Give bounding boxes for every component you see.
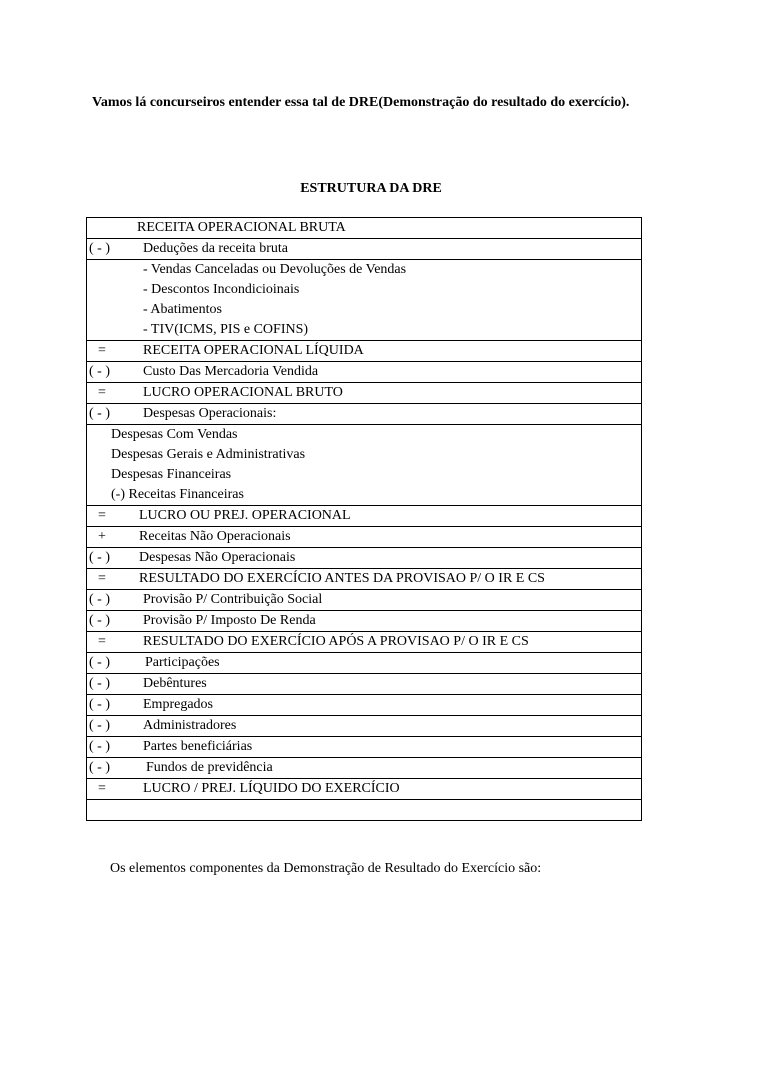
- row-operator: ( - ): [89, 655, 110, 670]
- dre-row: [87, 445, 641, 465]
- row-operator: ( - ): [89, 697, 110, 712]
- section-title: ESTRUTURA DA DRE: [300, 181, 442, 196]
- dre-row: [87, 260, 641, 280]
- dre-row: [87, 485, 641, 506]
- footer-paragraph: Os elementos componentes da Demonstração de Resultado do Exercício são:: [110, 861, 542, 876]
- row-operator: =: [98, 343, 106, 358]
- row-operator: ( - ): [89, 739, 110, 754]
- row-label: RECEITA OPERACIONAL LÍQUIDA: [143, 343, 364, 358]
- row-label: RECEITA OPERACIONAL BRUTA: [137, 220, 346, 235]
- row-label: Deduções da receita bruta: [143, 241, 288, 256]
- dre-row: [87, 218, 641, 239]
- row-operator: =: [98, 385, 106, 400]
- dre-row: [87, 737, 641, 758]
- dre-row: [87, 569, 641, 590]
- row-operator: =: [98, 634, 106, 649]
- row-operator: ( - ): [89, 760, 110, 775]
- row-label: Custo Das Mercadoria Vendida: [143, 364, 319, 379]
- dre-row: [87, 465, 641, 485]
- row-operator: =: [98, 571, 106, 586]
- row-operator: ( - ): [89, 613, 110, 628]
- dre-row: [87, 280, 641, 300]
- dre-row: [87, 653, 641, 674]
- dre-row: [87, 239, 641, 260]
- row-label: - Vendas Canceladas ou Devoluções de Vendas: [143, 262, 407, 277]
- row-label: Despesas Financeiras: [111, 467, 232, 482]
- row-label: LUCRO / PREJ. LÍQUIDO DO EXERCÍCIO: [143, 781, 400, 796]
- row-label: Despesas Gerais e Administrativas: [111, 447, 306, 462]
- dre-row: [87, 611, 641, 632]
- dre-row: [87, 779, 641, 800]
- row-operator: ( - ): [89, 718, 110, 733]
- row-label: LUCRO OU PREJ. OPERACIONAL: [139, 508, 351, 523]
- row-label: Despesas Não Operacionais: [139, 550, 296, 565]
- row-operator: ( - ): [89, 550, 110, 565]
- dre-row: [87, 632, 641, 653]
- dre-row: [87, 716, 641, 737]
- row-operator: =: [98, 508, 106, 523]
- row-operator: ( - ): [89, 364, 110, 379]
- dre-row: [87, 758, 641, 779]
- dre-table: [86, 217, 642, 821]
- dre-row: [87, 404, 641, 425]
- dre-row: [87, 674, 641, 695]
- intro-paragraph: Vamos lá concurseiros entender essa tal de DRE(Demonstração do resultado do exercício).: [92, 95, 630, 110]
- dre-row: [87, 695, 641, 716]
- row-label: Participações: [145, 655, 220, 670]
- row-label: Debêntures: [143, 676, 207, 691]
- dre-row: [87, 506, 641, 527]
- dre-row: [87, 383, 641, 404]
- dre-row: [87, 320, 641, 341]
- row-label: Provisão P/ Imposto De Renda: [143, 613, 316, 628]
- row-label: Provisão P/ Contribuição Social: [143, 592, 323, 607]
- row-label: Despesas Com Vendas: [111, 427, 238, 442]
- row-operator: ( - ): [89, 592, 110, 607]
- row-label: RESULTADO DO EXERCÍCIO ANTES DA PROVISAO P/ O IR E CS: [139, 571, 545, 586]
- dre-row: [87, 341, 641, 362]
- row-operator: +: [98, 529, 106, 544]
- row-label: - Descontos Incondicioinais: [143, 282, 300, 297]
- dre-row-empty: [87, 800, 641, 821]
- row-label: Receitas Não Operacionais: [139, 529, 291, 544]
- row-operator: =: [98, 781, 106, 796]
- row-label: LUCRO OPERACIONAL BRUTO: [143, 385, 343, 400]
- dre-row: [87, 300, 641, 320]
- row-operator: ( - ): [89, 676, 110, 691]
- row-label: - TIV(ICMS, PIS e COFINS): [143, 322, 309, 337]
- row-label: - Abatimentos: [143, 302, 222, 317]
- row-operator: ( - ): [89, 241, 110, 256]
- row-label: RESULTADO DO EXERCÍCIO APÓS A PROVISAO P/ O IR E CS: [143, 634, 529, 649]
- row-label: (-) Receitas Financeiras: [111, 487, 244, 502]
- dre-row: [87, 590, 641, 611]
- row-label: Empregados: [143, 697, 213, 712]
- row-label: Despesas Operacionais:: [143, 406, 277, 421]
- dre-row: [87, 425, 641, 445]
- row-label: Partes beneficiárias: [143, 739, 253, 754]
- row-operator: ( - ): [89, 406, 110, 421]
- dre-row: [87, 548, 641, 569]
- dre-row: [87, 362, 641, 383]
- row-label: Administradores: [143, 718, 237, 733]
- row-label: Fundos de previdência: [146, 760, 273, 775]
- dre-row: [87, 527, 641, 548]
